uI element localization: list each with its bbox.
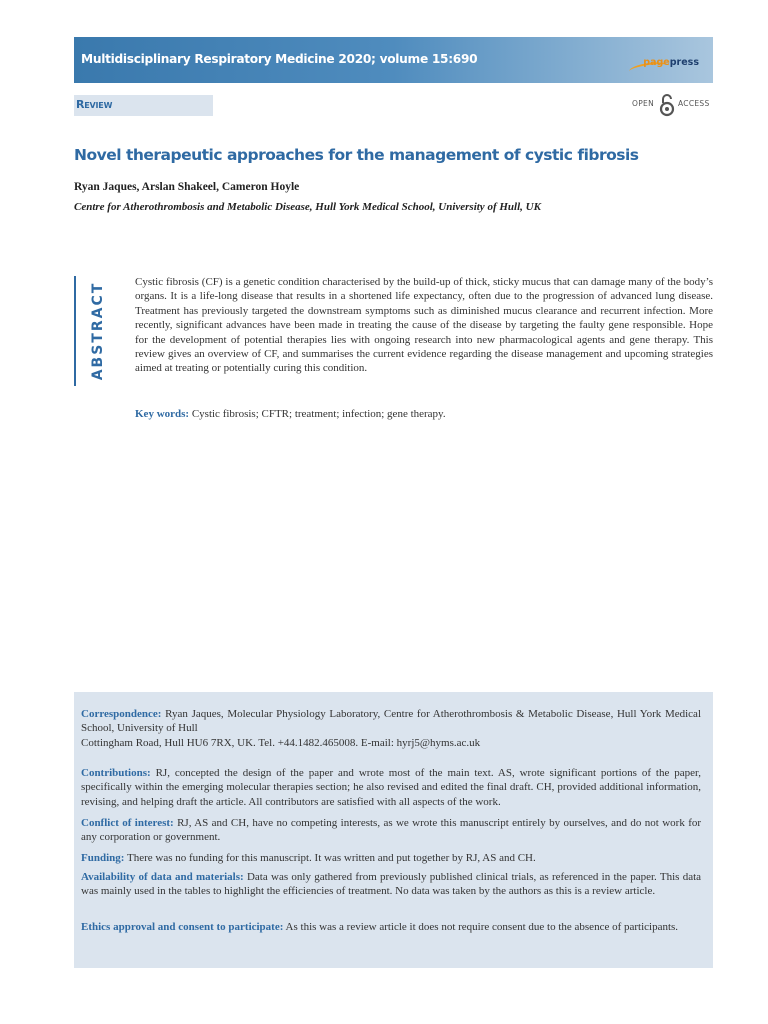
- conflict-text: RJ, AS and CH, have no competing interests, as we wrote this manuscript entirely by ourselves, and do not work for any corporation or government.: [81, 817, 702, 844]
- funding-text: There was no funding for this manuscript. It was written and put together by RJ, AS and CH.: [126, 852, 536, 864]
- availability-section: [81, 870, 701, 899]
- keywords-label: Key words:: [135, 408, 190, 420]
- article-info-box: [74, 692, 713, 968]
- ethics-section: [81, 920, 701, 934]
- funding-label: Funding:: [81, 852, 125, 864]
- correspondence-address: Ryan Jaques, Molecular Physiology Laboratory, Centre for Atherothrombosis & Metabolic Disease, Hull York Medical School, University of Hull: [81, 708, 701, 735]
- availability-text: Data was only gathered from previously published clinical trials, as referenced in the paper. This data was mainly used in the tables to highlight the efficiencies of treatment. No data was taken by the authors as this is a review article.: [81, 871, 702, 898]
- open-access-lock-icon: [658, 93, 676, 117]
- open-access-right-text: ACCESS: [678, 99, 710, 108]
- correspondence-section: [81, 707, 701, 750]
- conflict-section: [81, 816, 701, 845]
- author-affiliation: Centre for Atherothrombosis and Metabolic Disease, Hull York Medical School, University of Hull, UK: [74, 201, 541, 213]
- contributions-label: Contributions:: [81, 767, 151, 779]
- open-access-badge: [630, 93, 714, 115]
- funding-section: [81, 851, 701, 865]
- contributions-text: RJ, concepted the design of the paper and wrote most of the main text. AS, wrote significant portions of the paper, specifically within the emerging molecular therapies section; he also revised and edited the final draft. CH, provided additional information, revising, and helping draft the article. All contributors are satisfied with all aspects of the work.: [81, 767, 701, 808]
- conflict-label: Conflict of interest:: [81, 817, 174, 829]
- section-label-text: Review: [76, 98, 113, 111]
- article-title: Novel therapeutic approaches for the management of cystic fibrosis: [74, 146, 639, 164]
- abstract-side-label: [74, 276, 106, 386]
- abstract-text: Cystic fibrosis (CF) is a genetic condition characterised by the build-up of thick, sticky mucus that can damage many of the body’s organs. It is a life-long disease that results in a shortened life expectancy, often due to the progression of advanced lung disease. Treatment has previously targeted the downstream symptoms such as diminished mucus clearance and recurrent infection. More recently, significant advances have been made in treating the cause of the disease by targeting the faulty gene responsible. Hope for the development of potential therapies lies with ongoing research into new pharmacological agents and gene therapy. This review gives an overview of CF, and summarises the current evidence regarding the disease management and upcoming strategies aimed at treating or potentially curing this condition.: [135, 276, 713, 375]
- keywords: [135, 408, 446, 420]
- publisher-logo: [629, 55, 699, 77]
- availability-label: Availability of data and materials:: [81, 871, 244, 883]
- section-label: [74, 95, 213, 116]
- author-list: Ryan Jaques, Arslan Shakeel, Cameron Hoyle: [74, 181, 300, 193]
- correspondence-label: Correspondence:: [81, 708, 162, 720]
- journal-banner: [74, 37, 713, 83]
- keywords-text: Cystic fibrosis; CFTR; treatment; infection; gene therapy.: [191, 408, 446, 420]
- ethics-text: As this was a review article it does not require consent due to the absence of participants.: [285, 921, 679, 933]
- open-access-left-text: OPEN: [632, 99, 654, 108]
- publisher-logo-text: pagepress: [643, 57, 699, 68]
- contributions-section: [81, 766, 701, 809]
- ethics-label: Ethics approval and consent to participate:: [81, 921, 284, 933]
- correspondence-contact: Cottingham Road, Hull HU6 7RX, UK. Tel. +44.1482.465008. E-mail: hyrj5@hyms.ac.uk: [81, 736, 481, 749]
- journal-title: Multidisciplinary Respiratory Medicine 2020; volume 15:690: [81, 52, 478, 66]
- abstract-label-text: ABSTRACT: [90, 281, 106, 381]
